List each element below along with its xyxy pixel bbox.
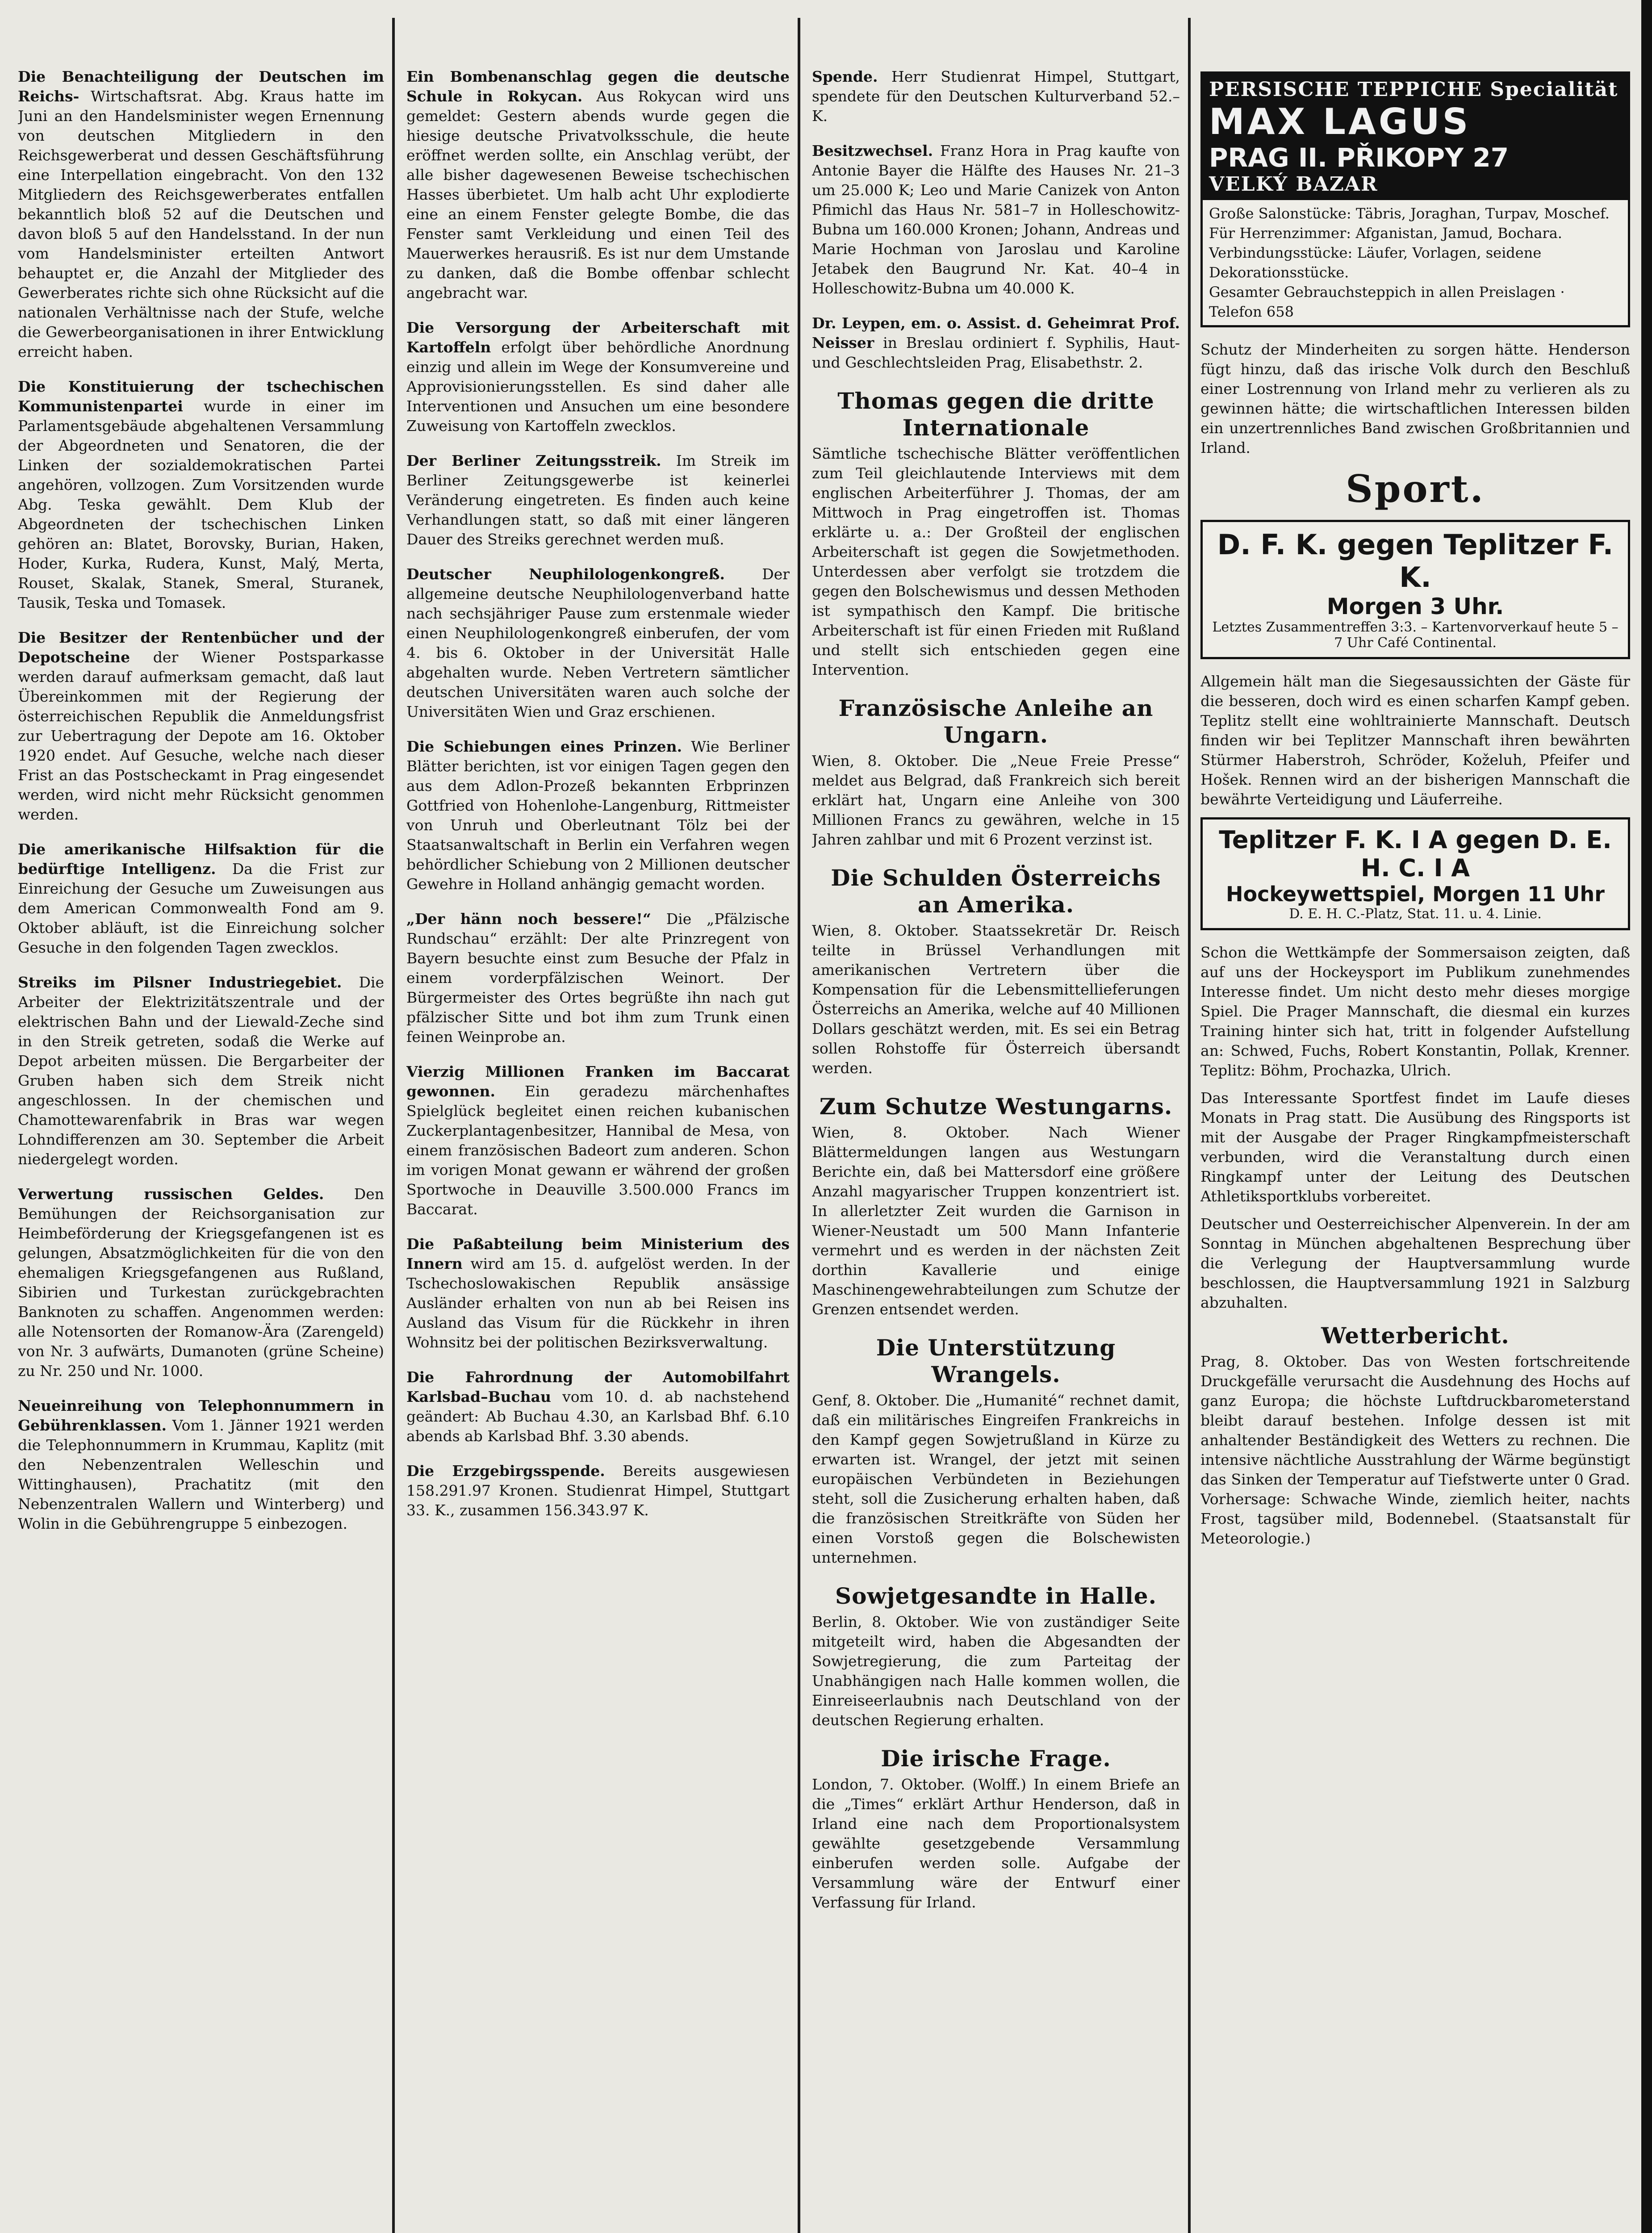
- advert-address: PRAG II. PŘIKOPY 27: [1209, 142, 1509, 173]
- right-column: [1200, 67, 1630, 2233]
- article-headline: Die Schulden Österreichs an Amerika.: [831, 865, 1161, 918]
- article: [406, 909, 790, 1047]
- article: [18, 628, 384, 824]
- article-text: der Wiener Postsparkasse werden darauf aufmerksam gemacht, daß laut Übereinkommen mit der Regierung der österreichischen Republik die Anmeldungsfrist zur Uebertragung der Depote am 16. Oktober 1920 endet. Auf Gesuche, welche nach dieser Frist an das Postscheckamt in Prag eingesendet werden, wird nicht mehr Rücksicht genommen werden.: [18, 648, 384, 823]
- article-text: in Breslau ordiniert f. Syphilis, Haut- und Geschlechtsleiden Prag, Elisabethstr. 2.: [812, 334, 1180, 371]
- article: [812, 1334, 1180, 1568]
- article: [406, 737, 790, 894]
- article-lead: Deutscher Neuphilologenkongreß.: [406, 565, 725, 583]
- advert-line: VELKÝ BAZAR: [1209, 173, 1378, 196]
- article-lead: Neueinreihung von Telephonnummern in Gebührenklassen.: [18, 1397, 384, 1434]
- advert-detail-line: Große Salonstücke: Täbris, Joraghan, Turpav, Moschef.: [1209, 205, 1610, 222]
- article-text: Die „Pfälzische Rundschau“ erzählt: Der alte Prinzregent von Bayern besuchte einst zum Besuche der Pfalz in einem vorderpfälzischen Weinort. Der Bürgermeister des Ortes begrüßte ihn nach gut pfälzischer Sitte und bot ihm zum Trunk einen feinen Weinprobe an.: [406, 910, 790, 1045]
- advert-brand: MAX LAGUS: [1209, 101, 1471, 142]
- article-lead: Ein Bombenanschlag gegen die deutsche Schule in Rokycan.: [406, 68, 790, 105]
- article-text: Sämtliche tschechische Blätter veröffentlichen zum Teil gleichlautende Interviews mit dem englischen Arbeiterführer J. Thomas, der am Mittwoch in Prag eingetroffen ist. Thomas erklärte u. a.: Der Großteil der englischen Arbeiterschaft ist gegen die Sowjetmethoden. Unterdessen aber verfolgt sie trotzdem die gegen den Bolschewismus und dessen Methoden ist sympathisch den Kampf. Die britische Arbeiterschaft ist für einen Frieden mit Rußland und stellt sich entschieden gegen eine Intervention.: [812, 445, 1180, 678]
- article-text: Bereits ausgewiesen 158.291.97 Kronen. Studienrat Himpel, Stuttgart 33. K., zusammen 156.343.97 K.: [406, 1462, 790, 1519]
- article-lead: Verwertung russischen Geldes.: [18, 1185, 324, 1203]
- article-text: Wien, 8. Oktober. Staatssekretär Dr. Reisch teilte in Brüssel Verhandlungen mit amerikanischen Vertretern über die Kompensation für die Lebensmittellieferungen Österreichs an Amerika, welche auf 40 Millionen Dollars geschätzt werden, mit. Es sei ein Betrag sollen Rohstoffe für Österreich übersandt werden.: [812, 922, 1180, 1077]
- right-middle-column: [812, 67, 1180, 2233]
- page-edge: [1641, 0, 1652, 2233]
- weather-text: Prag, 8. Oktober. Das von Westen fortschreitende Druckgefälle verursacht die Ausdehnung des Hochs auf ganz Europa; die höchste Luftdruckbarometerstand bleibt darauf bestehen. Infolge dessen ist mit anhaltender Beständigkeit des Wetters zu rechnen. Die intensive nächtliche Ausstrahlung der Wärme begünstigt das Sinken der Temperatur auf Tiefstwerte unter 0 Grad. Vorhersage: Schwache Winde, ziemlich heiter, nachts Frost, tagsüber mild, Bodennebel. (Staatsanstalt für Meteorologie.): [1200, 1353, 1630, 1547]
- article-lead: Die Schiebungen eines Prinzen.: [406, 738, 682, 755]
- article-headline: Zum Schutze Westungarns.: [819, 1093, 1173, 1120]
- article-text: London, 7. Oktober. (Wolff.) In einem Briefe an die „Times“ erklärt Arthur Henderson, daß in Irland eine nach dem Proportionalsystem gewählte gesetzgebende Versammlung einberufen werden solle. Aufgabe der Versammlung wäre der Entwurf einer Verfassung für Irland.: [812, 1776, 1180, 1911]
- article-text: wurde in einer im Parlamentsgebäude abgehaltenen Versammlung der Abgeordneten und Senatoren, die der Linken der sozialdemokratischen Partei angehören, vollzogen. Zum Vorsitzenden wurde Abg. Teska gewählt. Dem Klub der Abgeordneten der tschechischen Linken gehören an: Blatet, Borovsky, Burian, Haken, Hoder, Kurka, Rudera, Kunst, Malý, Merta, Rouset, Skalak, Stanek, Smeral, Sturanek, Tausik, Teska und Tomasek.: [18, 397, 384, 611]
- article-text: Wien, 8. Oktober. Die „Neue Freie Presse“ meldet aus Belgrad, daß Frankreich sich bereit erklärt hat, Ungarn eine Anleihe von 300 Millionen Francs zu gewähren, welche in 15 Jahren zahlbar und mit 6 Prozent verzinst ist.: [812, 752, 1180, 848]
- match-info: D. E. H. C.-Platz, Stat. 11. u. 4. Linie.: [1289, 906, 1542, 922]
- article: [406, 451, 790, 549]
- article-headline: Die Unterstützung Wrangels.: [876, 1334, 1116, 1388]
- article-text: Herr Studienrat Himpel, Stuttgart, spendete für den Deutschen Kulturverband 52.– K.: [812, 68, 1180, 125]
- article: [406, 1461, 790, 1520]
- article-lead: Spende.: [812, 68, 878, 85]
- article-text: Wirtschaftsrat. Abg. Kraus hatte im Juni an den Handelsminister wegen Ernennung von deutschen Mitgliedern in den Reichsgewerberat und dessen Geschäftsführung eine Interpellation eingebracht. Von den 132 Mitgliedern des Reichsgewerberates entfallen bekanntlich bloß 52 auf die Deutschen und davon bloß 5 auf den Handelsstand. In der nun vom Handelsminister erteilten Antwort behauptet er, die Anzahl der Mitglieder des Gewerberates richte sich ohne Rücksicht auf die nationalen Verhältnisse nach der Stufe, welche die Gewerbeorganisationen in ihrer Entwicklung erreicht haben.: [18, 88, 384, 360]
- article-text: Genf, 8. Oktober. Die „Humanité“ rechnet damit, daß ein militärisches Eingreifen Frankreichs in den Kampf gegen Sowjetrußland in Kürze zu erwarten ist. Wrangel, der jetzt mit seinen europäischen Verbündeten in Beziehungen steht, soll die Zusicherung erhalten haben, daß die französischen Streitkräfte von Süden her einen Vorstoß gegen die Bolschewisten unternehmen.: [812, 1392, 1180, 1566]
- article-text: Allgemein hält man die Siegesaussichten der Gäste für die besseren, doch wird es einen scharfen Kampf geben. Teplitz stellt eine wohltrainierte Mannschaft. Deutsch finden wir bei Teplitzer Mannschaft ihren bewährten Stürmer Haberstroh, Schröder, Koželuh, Pfeifer und Hošek. Rennen wird an der bisherigen Mannschaft die bewährte Verteidigung und Läuferreihe.: [1200, 673, 1630, 808]
- article-lead: Die Besitzer der Rentenbücher und der Depotscheine: [18, 629, 384, 666]
- match-announcement: [1200, 520, 1630, 659]
- match-time: Hockeywettspiel, Morgen 11 Uhr: [1226, 882, 1605, 906]
- article-text: Im Streik im Berliner Zeitungsgewerbe ist keinerlei Veränderung eingetreten. Es finden auch keine Verhandlungen statt, so daß mit einer längeren Dauer des Streiks gerechnet werden muß.: [406, 452, 790, 548]
- article-text: Ein geradezu märchenhaftes Spielglück begleitet einen reichen kubanischen Zuckerplantagenbesitzer, Hannibal de Mesa, von einem französischen Badeort zum anderen. Schon im vorigen Monat gewann er während der großen Sportwoche in Deauville 3.500.000 Francs im Baccarat.: [406, 1083, 790, 1218]
- article: [18, 67, 384, 362]
- article-text: Deutscher und Oesterreichischer Alpenverein. In der am Sonntag in München abgehaltenen Besprechung über die Verlegung der Hauptversammlung wurde beschlossen, die Hauptversammlung 1921 in Salzburg abzuhalten.: [1200, 1215, 1630, 1311]
- article-text: Den Bemühungen der Reichsorganisation zur Heimbeförderung der Kriegsgefangenen ist es gelungen, Absatzmöglichkeiten für die von den ehemaligen Kriegsgefangenen aus Rußland, Sibirien und Turkestan zurückgebrachten Banknoten zu schaffen. Angenommen werden: alle Notensorten der Romanow-Ära (Zarengeld) von Nr. 3 aufwärts, Dumanoten (grüne Scheine) zu Nr. 250 und Nr. 1000.: [18, 1185, 384, 1380]
- article-text: Aus Rokycan wird uns gemeldet: Gestern abends wurde gegen die hiesige deutsche Privatvolksschule, die heute eröffnet werden sollte, ein Anschlag verübt, der alle bisher dagewesenen Beweise tschechischen Hasses überbietet. Um halb acht Uhr explodierte eine an einem Fenster gelegte Bombe, die das Fenster samt Verkleidung und einen Teil des Mauerwerkes herausriß. Es ist nur dem Umstande zu danken, daß die Bombe offenbar schlecht angebracht war.: [406, 88, 790, 301]
- article-lead: Die Erzgebirgsspende.: [406, 1462, 605, 1480]
- carpet-advertisement: [1200, 71, 1630, 327]
- article-lead: Die Fahrordnung der Automobilfahrt Karlsbad–Buchau: [406, 1368, 790, 1405]
- article: [406, 67, 790, 303]
- article-text: Da die Frist zur Einreichung der Gesuche um Zuweisungen aus dem American Commonwealth Fond am 9. Oktober abläuft, ist die Einreichung solcher Gesuche in den folgenden Tagen zwecklos.: [18, 860, 384, 956]
- weather-headline: Wetterbericht.: [1321, 1322, 1510, 1349]
- article-text: Das Interessante Sportfest findet im Laufe dieses Monats in Prag statt. Die Ausübung des Ringsports ist mit der Ausgabe der Prager Ringkampfmeisterschaft verbunden, wird die Veranstaltung durch einen Ringkampf unter der Leitung des Deutschen Athletiksportklubs vorbereitet.: [1200, 1089, 1630, 1205]
- article-text: wird am 15. d. aufgelöst werden. In der Tschechoslowakischen Republik ansässige Ausländer erhalten von nun ab bei Reisen ins Ausland das Visum für die Rückkehr in ihren Wohnsitz bei der politischen Bezirksverwaltung.: [406, 1255, 790, 1351]
- article-headline: Thomas gegen die dritte Internationale: [837, 388, 1154, 441]
- article-lead: Streiks im Pilsner Industriegebiet.: [18, 974, 342, 991]
- article: [812, 388, 1180, 680]
- advert-line: PERSISCHE TEPPICHE Specialität: [1209, 78, 1619, 101]
- article: [18, 840, 384, 958]
- article: [812, 314, 1180, 372]
- article-text: vom 10. d. ab nachstehend geändert: Ab Buchau 4.30, an Karlsbad Bhf. 6.10 abends ab Karlsbad Bhf. 3.30 abends.: [406, 1388, 790, 1445]
- article-text: Schon die Wettkämpfe der Sommersaison zeigten, daß auf uns der Hockeysport im Publikum zunehmendes Interesse findet. Um nicht desto mehr dieses morgige Spiel. Die Prager Mannschaft, die diesmal ein kurzes Training hinter sich hat, tritt in folgender Aufstellung an: Schwed, Fuchs, Robert Konstantin, Pollak, Krenner. Teplitz: Böhm, Prochazka, Ulrich.: [1200, 944, 1630, 1079]
- article-text: Wie Berliner Blätter berichten, ist vor einigen Tagen gegen den aus dem Adlon-Prozeß bekannten Erbprinzen Gottfried von Hohenlohe-Langenburg, Rittmeister von Unruh und Oberleutnant Tölz bei der Staatsanwaltschaft in Berlin ein Verfahren wegen behördlicher Schiebung von 2 Millionen deutscher Gewehre in Holland anhängig gemacht worden.: [406, 738, 790, 893]
- match-title: D. F. K. gegen Teplitzer F. K.: [1217, 528, 1614, 594]
- article-lead: Besitzwechsel.: [812, 142, 933, 159]
- article: [406, 565, 790, 722]
- article: [18, 973, 384, 1169]
- article-lead: Die Paßabteilung beim Ministerium des Innern: [406, 1235, 790, 1272]
- left-column: [18, 67, 384, 2233]
- article-lead: Vierzig Millionen Franken im Baccarat gewonnen.: [406, 1063, 790, 1100]
- advert-detail-line: Gesamter Gebrauchsteppich in allen Preislagen · Telefon 658: [1209, 284, 1565, 320]
- article-lead: Der Berliner Zeitungsstreik.: [406, 452, 661, 469]
- column-rule: [798, 18, 800, 2233]
- hockey-announcement: [1200, 817, 1630, 930]
- article: [812, 1583, 1180, 1730]
- article: [18, 377, 384, 613]
- article: [406, 1234, 790, 1352]
- match-time: Morgen 3 Uhr.: [1326, 594, 1504, 619]
- section-title-sport: Sport.: [1346, 467, 1485, 511]
- article: [812, 695, 1180, 849]
- article: [18, 1184, 384, 1381]
- article-headline: Sowjetgesandte in Halle.: [835, 1583, 1157, 1609]
- article: [812, 1745, 1180, 1912]
- article-lead: Die Benachteiligung der Deutschen im Reichs-: [18, 68, 384, 105]
- advert-detail-line: Verbindungsstücke: Läufer, Vorlagen, seidene Dekorationsstücke.: [1209, 244, 1542, 281]
- article-text: Wien, 8. Oktober. Nach Wiener Blättermeldungen langen aus Westungarn Berichte ein, daß bei Mattersdorf eine größere Anzahl magyarischer Truppen konzentriert ist. In allerletzter Zeit wurden die Garnison in Wiener-Neustadt um 500 Mann Infanterie vermehrt und es werden in der nächsten Zeit dorthin Kavallerie und einige Maschinengewehrabteilungen zum Schutze der Grenzen entsendet werden.: [812, 1124, 1180, 1318]
- article: [812, 1093, 1180, 1319]
- article: [406, 1062, 790, 1219]
- article-text: erfolgt über behördliche Anordnung einzig und allein im Wege der Konsumvereine und Approvisionierungsstellen. Es sind daher alle Interventionen und Ansuchen um eine besondere Zuweisung von Kartoffeln zwecklos.: [406, 339, 790, 435]
- article: [18, 1396, 384, 1534]
- article-text: Franz Hora in Prag kaufte von Antonie Bayer die Hälfte des Hauses Nr. 21–3 um 25.000 K; Leo und Marie Canizek von Anton Pfimichl das Haus Nr. 581–7 in Holleschowitz-Bubna um 160.000 Kronen; Johann, Andreas und Marie Hochman von Jaroslau und Karoline Jetabek den Baugrund Nr. Kat. 40–4 in Holleschowitz-Bubna um 40.000 K.: [812, 142, 1180, 297]
- article-lead: „Der hänn noch bessere!“: [406, 910, 651, 928]
- article-text: Der allgemeine deutsche Neuphilologenverband hatte nach sechsjähriger Pause zum erstenmale wieder einen Neuphilologenkongreß einberufen, der vom 4. bis 6. Oktober in der Universität Halle abgehalten wurde. Neben Vertretern sämtlicher deutschen Universitäten waren auch solche der Universitäten Wien und Graz erschienen.: [406, 565, 790, 720]
- advert-details: [1203, 200, 1628, 325]
- article: [812, 67, 1180, 126]
- article-lead: Die Konstituierung der tschechischen Kommunistenpartei: [18, 378, 384, 415]
- advert-detail-line: Für Herrenzimmer: Afganistan, Jamud, Bochara.: [1209, 225, 1562, 242]
- article-text: Die Arbeiter der Elektrizitätszentrale und der elektrischen Bahn und der Liewald-Zeche sind in den Streik getreten, sodaß die Werke auf Depot arbeiten müssen. Die Bergarbeiter der Gruben haben sich dem Streik nicht angeschlossen. In der chemischen und Chamottewarenfabrik in Bras war wegen Lohndifferenzen am 30. September die Arbeit niedergelegt worden.: [18, 974, 384, 1168]
- article-headline: Französische Anleihe an Ungarn.: [838, 695, 1154, 748]
- advert-banner: [1203, 74, 1628, 200]
- middle-column: [406, 67, 790, 2233]
- article-lead: Die Versorgung der Arbeiterschaft mit Kartoffeln: [406, 319, 790, 356]
- article-lead: Dr. Leypen, em. o. Assist. d. Geheimrat Prof. Neisser: [812, 314, 1180, 351]
- article: [812, 141, 1180, 298]
- match-info: Letztes Zusammentreffen 3:3. – Kartenvorverkauf heute 5 – 7 Uhr Café Continental.: [1212, 619, 1619, 651]
- article: [406, 1367, 790, 1446]
- article: [812, 865, 1180, 1078]
- match-title: Teplitzer F. K. I A gegen D. E. H. C. I A: [1219, 826, 1612, 882]
- article-lead: Die amerikanische Hilfsaktion für die bedürftige Intelligenz.: [18, 841, 384, 878]
- column-rule: [1188, 18, 1191, 2233]
- article-headline: Die irische Frage.: [881, 1745, 1111, 1772]
- article-text: Schutz der Minderheiten zu sorgen hätte. Henderson fügt hinzu, daß das irische Volk durch den Beschluß einer Lostrennung von Irland mehr zu verlieren als zu gewinnen hätte; die wirtschaftlichen Interessen bilden ein unzertrennliches Band zwischen Großbritannien und Irland.: [1200, 341, 1630, 456]
- article-text: Vom 1. Jänner 1921 werden die Telephonnummern in Krummau, Kaplitz (mit den Nebenzentralen Welleschin und Wittinghausen), Prachatitz (mit den Nebenzentralen Wallern und Winterberg) und Wolin in die Gebührengruppe 5 einbezogen.: [18, 1417, 384, 1532]
- article: [406, 318, 790, 436]
- article-text: Berlin, 8. Oktober. Wie von zuständiger Seite mitgeteilt wird, haben die Abgesandten der Sowjetregierung, die zum Parteitag der Unabhängigen nach Halle kommen wollen, die Einreiseerlaubnis nach Deutschland von der deutschen Regierung erhalten.: [812, 1613, 1180, 1729]
- column-rule: [392, 18, 395, 2233]
